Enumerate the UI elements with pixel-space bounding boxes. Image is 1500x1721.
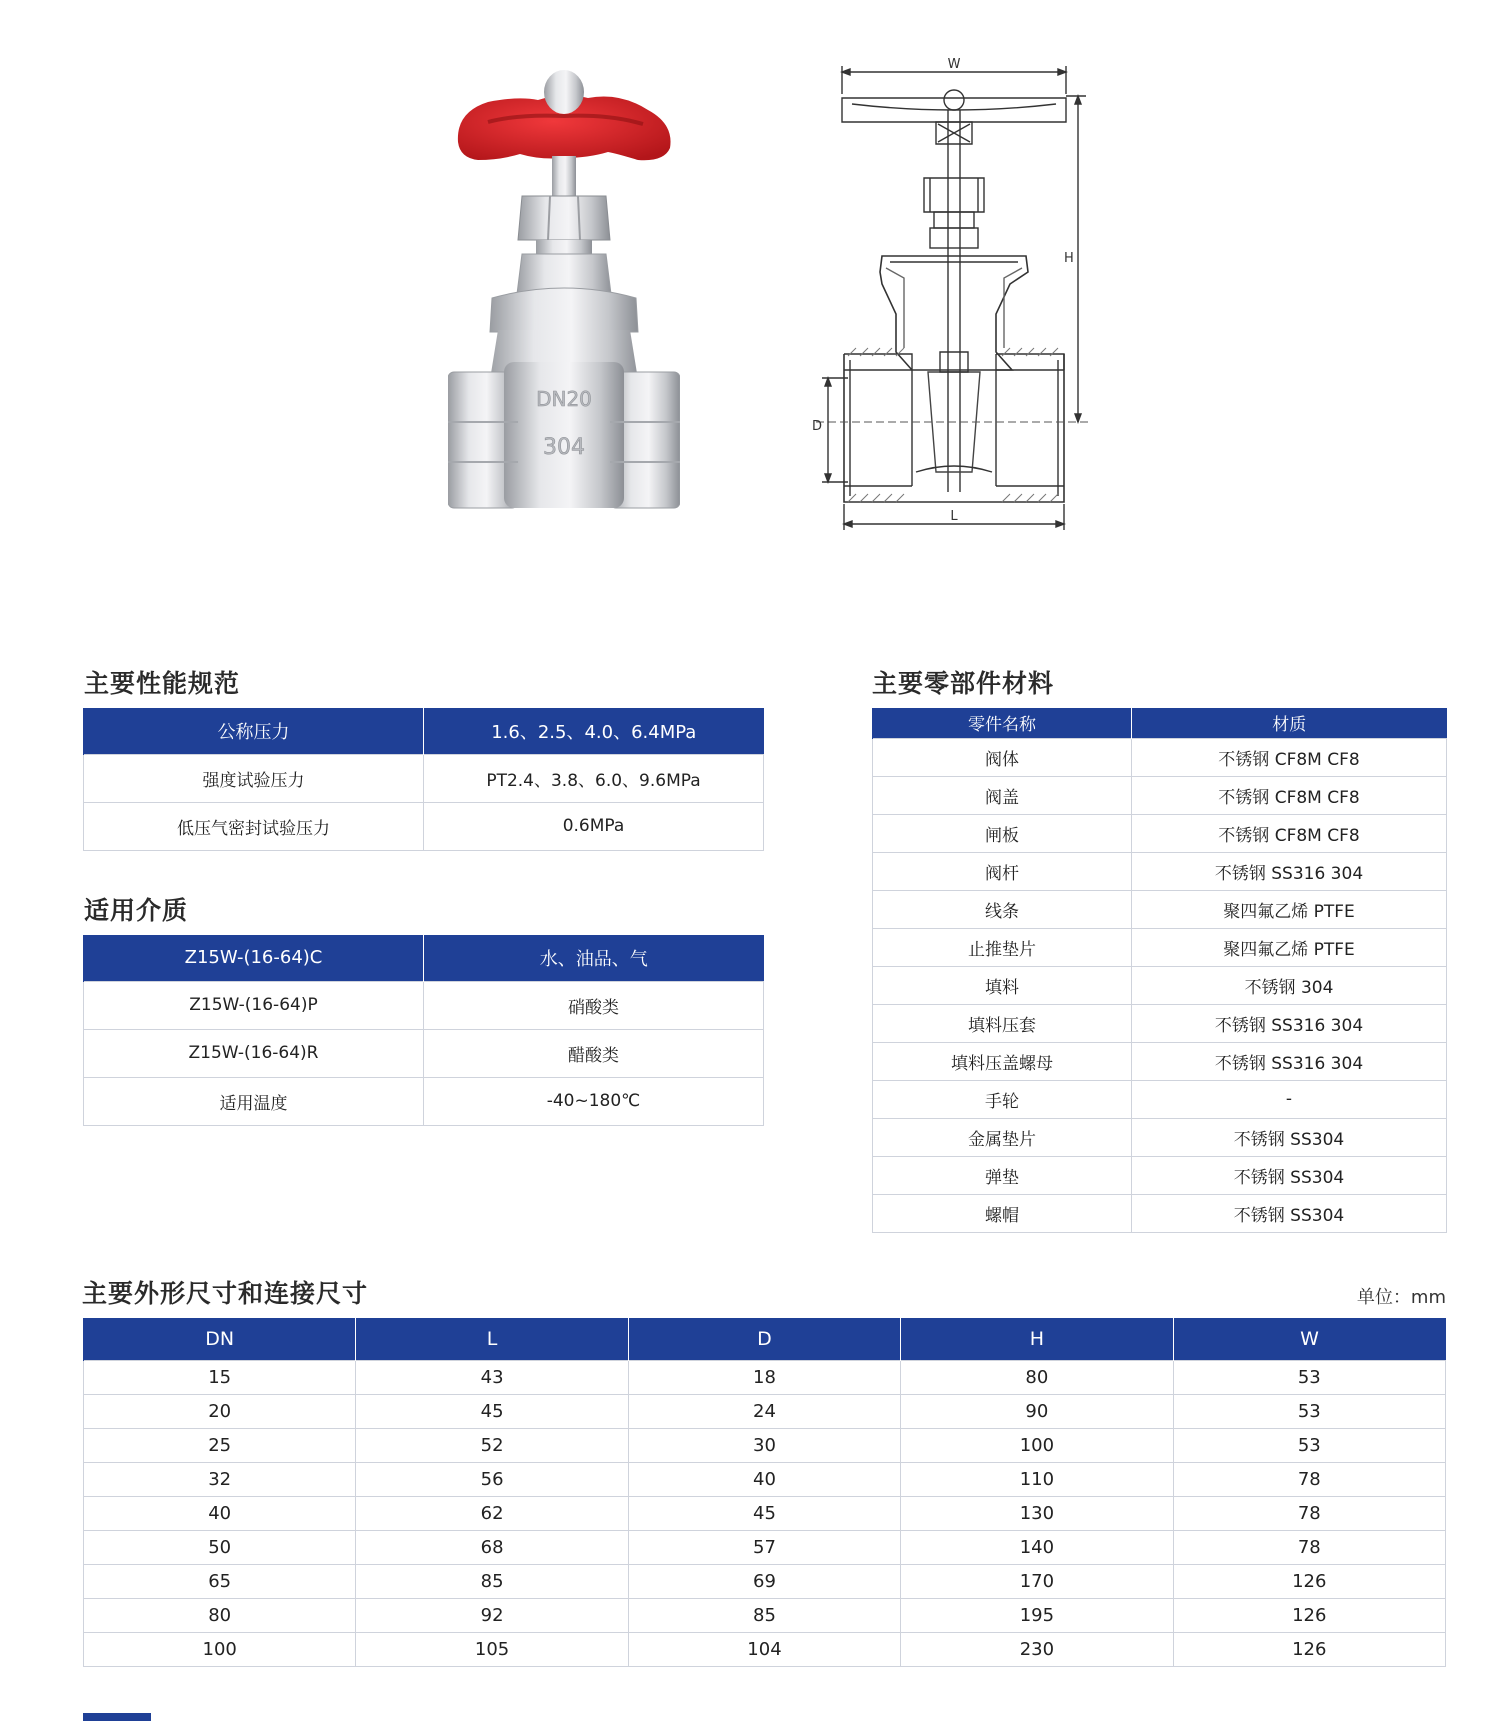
table-cell: 聚四氟乙烯 PTFE bbox=[1132, 928, 1447, 966]
table-cell: 80 bbox=[84, 1598, 356, 1632]
table-row bbox=[873, 928, 1447, 966]
table-row bbox=[873, 814, 1447, 852]
table-cell: 弹垫 bbox=[873, 1156, 1132, 1194]
table-cell: 阀盖 bbox=[873, 776, 1132, 814]
table-cell: Z15W-(16-64)P bbox=[84, 981, 424, 1029]
table-cell: 50 bbox=[84, 1530, 356, 1564]
table-cell: 手轮 bbox=[873, 1080, 1132, 1118]
table-cell: 45 bbox=[628, 1496, 900, 1530]
table-cell: 止推垫片 bbox=[873, 928, 1132, 966]
table-cell: 聚四氟乙烯 PTFE bbox=[1132, 890, 1447, 928]
table-cell: 80 bbox=[901, 1360, 1173, 1394]
table-cell: 69 bbox=[628, 1564, 900, 1598]
table-row bbox=[873, 852, 1447, 890]
table-cell: 0.6MPa bbox=[424, 802, 764, 850]
table-cell: 140 bbox=[901, 1530, 1173, 1564]
performance-table bbox=[83, 708, 764, 851]
table-cell: 不锈钢 CF8M CF8 bbox=[1132, 738, 1447, 776]
table-cell: 填料 bbox=[873, 966, 1132, 1004]
table-row bbox=[873, 1004, 1447, 1042]
table-cell: 56 bbox=[356, 1462, 628, 1496]
label-d: D bbox=[812, 419, 823, 434]
parts-title: 主要零部件材料 bbox=[872, 669, 1055, 698]
table-row bbox=[873, 738, 1447, 776]
table-cell: 92 bbox=[356, 1598, 628, 1632]
table-cell: 30 bbox=[628, 1428, 900, 1462]
header-cell: 1.6、2.5、4.0、6.4MPa bbox=[424, 708, 764, 754]
table-row bbox=[873, 966, 1447, 1004]
table-cell: 85 bbox=[628, 1598, 900, 1632]
header-cell: 水、油品、气 bbox=[424, 935, 764, 981]
table-cell: 闸板 bbox=[873, 814, 1132, 852]
table-row bbox=[84, 802, 764, 850]
table-cell: 126 bbox=[1173, 1564, 1445, 1598]
photo-mark-304: 304 bbox=[543, 435, 585, 460]
table-row bbox=[84, 1496, 1446, 1530]
label-w: W bbox=[947, 57, 961, 72]
table-cell: 40 bbox=[84, 1496, 356, 1530]
table-row bbox=[84, 1462, 1446, 1496]
table-cell: 40 bbox=[628, 1462, 900, 1496]
table-cell: 18 bbox=[628, 1360, 900, 1394]
table-header-row bbox=[84, 935, 764, 981]
table-cell: 130 bbox=[901, 1496, 1173, 1530]
table-cell: 32 bbox=[84, 1462, 356, 1496]
table-cell: 硝酸类 bbox=[424, 981, 764, 1029]
unit-label: 单位：mm bbox=[1356, 1287, 1446, 1308]
table-header-row bbox=[84, 1318, 1446, 1360]
table-row bbox=[84, 1428, 1446, 1462]
table-cell: 78 bbox=[1173, 1530, 1445, 1564]
header-cell: D bbox=[628, 1318, 900, 1360]
table-cell: 53 bbox=[1173, 1360, 1445, 1394]
table-cell: 126 bbox=[1173, 1598, 1445, 1632]
table-cell: 金属垫片 bbox=[873, 1118, 1132, 1156]
header-cell: 材质 bbox=[1132, 708, 1447, 738]
table-cell: 90 bbox=[901, 1394, 1173, 1428]
table-cell: 65 bbox=[84, 1564, 356, 1598]
table-cell: 104 bbox=[628, 1632, 900, 1666]
table-cell: 110 bbox=[901, 1462, 1173, 1496]
table-row bbox=[84, 1394, 1446, 1428]
table-row bbox=[873, 1118, 1447, 1156]
table-row bbox=[873, 1042, 1447, 1080]
header-cell: L bbox=[356, 1318, 628, 1360]
table-cell: Z15W-(16-64)R bbox=[84, 1029, 424, 1077]
table-row bbox=[84, 754, 764, 802]
table-cell: 53 bbox=[1173, 1428, 1445, 1462]
header-cell: H bbox=[901, 1318, 1173, 1360]
table-header-row bbox=[84, 708, 764, 754]
table-cell: 阀体 bbox=[873, 738, 1132, 776]
label-h: H bbox=[1064, 251, 1074, 266]
table-cell: 不锈钢 CF8M CF8 bbox=[1132, 776, 1447, 814]
table-cell: 低压气密封试验压力 bbox=[84, 802, 424, 850]
table-row bbox=[873, 1194, 1447, 1232]
table-cell: 填料压盖螺母 bbox=[873, 1042, 1132, 1080]
table-cell: 15 bbox=[84, 1360, 356, 1394]
media-title: 适用介质 bbox=[84, 896, 189, 925]
table-cell: 195 bbox=[901, 1598, 1173, 1632]
table-row bbox=[84, 1360, 1446, 1394]
table-cell: 不锈钢 SS316 304 bbox=[1132, 1004, 1447, 1042]
table-cell: 53 bbox=[1173, 1394, 1445, 1428]
table-cell: 不锈钢 304 bbox=[1132, 966, 1447, 1004]
table-cell: 不锈钢 SS316 304 bbox=[1132, 852, 1447, 890]
table-cell: 不锈钢 SS316 304 bbox=[1132, 1042, 1447, 1080]
table-cell: 不锈钢 SS304 bbox=[1132, 1118, 1447, 1156]
table-cell: 100 bbox=[84, 1632, 356, 1666]
table-cell: -40~180℃ bbox=[424, 1077, 764, 1125]
table-cell: PT2.4、3.8、6.0、9.6MPa bbox=[424, 754, 764, 802]
table-cell: 105 bbox=[356, 1632, 628, 1666]
header-cell: 公称压力 bbox=[84, 708, 424, 754]
table-cell: 126 bbox=[1173, 1632, 1445, 1666]
table-row bbox=[873, 1080, 1447, 1118]
header-cell: 零件名称 bbox=[873, 708, 1132, 738]
table-cell: 78 bbox=[1173, 1462, 1445, 1496]
table-cell: 强度试验压力 bbox=[84, 754, 424, 802]
performance-title: 主要性能规范 bbox=[84, 669, 241, 698]
table-cell: 24 bbox=[628, 1394, 900, 1428]
photo-mark-dn20: DN20 bbox=[536, 387, 592, 411]
label-l: L bbox=[950, 509, 958, 524]
cross-section-drawing bbox=[800, 52, 1100, 538]
table-cell: 43 bbox=[356, 1360, 628, 1394]
parts-table bbox=[872, 708, 1447, 1233]
header-cell: Z15W-(16-64)C bbox=[84, 935, 424, 981]
table-cell: 醋酸类 bbox=[424, 1029, 764, 1077]
table-cell: 52 bbox=[356, 1428, 628, 1462]
table-cell: 100 bbox=[901, 1428, 1173, 1462]
table-cell: 20 bbox=[84, 1394, 356, 1428]
table-cell: 不锈钢 SS304 bbox=[1132, 1194, 1447, 1232]
media-table bbox=[83, 935, 764, 1126]
footer-accent-bar bbox=[83, 1713, 151, 1721]
table-cell: 230 bbox=[901, 1632, 1173, 1666]
table-row bbox=[84, 1598, 1446, 1632]
table-row bbox=[84, 981, 764, 1029]
table-cell: 阀杆 bbox=[873, 852, 1132, 890]
table-cell: 螺帽 bbox=[873, 1194, 1132, 1232]
table-cell: 25 bbox=[84, 1428, 356, 1462]
table-cell: 45 bbox=[356, 1394, 628, 1428]
table-row bbox=[84, 1077, 764, 1125]
table-cell: 适用温度 bbox=[84, 1077, 424, 1125]
table-cell: 填料压套 bbox=[873, 1004, 1132, 1042]
table-cell: 85 bbox=[356, 1564, 628, 1598]
product-photo bbox=[448, 62, 680, 510]
table-row bbox=[84, 1530, 1446, 1564]
header-cell: W bbox=[1173, 1318, 1445, 1360]
dimensions-title: 主要外形尺寸和连接尺寸 bbox=[82, 1279, 369, 1308]
table-row bbox=[873, 890, 1447, 928]
dimensions-table bbox=[83, 1318, 1446, 1667]
table-cell: 57 bbox=[628, 1530, 900, 1564]
table-row bbox=[84, 1564, 1446, 1598]
table-row bbox=[873, 776, 1447, 814]
table-cell: 62 bbox=[356, 1496, 628, 1530]
table-header-row bbox=[873, 708, 1447, 738]
table-cell: - bbox=[1132, 1080, 1447, 1118]
table-cell: 线条 bbox=[873, 890, 1132, 928]
table-row bbox=[84, 1632, 1446, 1666]
table-row bbox=[873, 1156, 1447, 1194]
table-cell: 170 bbox=[901, 1564, 1173, 1598]
table-row bbox=[84, 1029, 764, 1077]
header-cell: DN bbox=[84, 1318, 356, 1360]
table-cell: 68 bbox=[356, 1530, 628, 1564]
table-cell: 78 bbox=[1173, 1496, 1445, 1530]
table-cell: 不锈钢 CF8M CF8 bbox=[1132, 814, 1447, 852]
table-cell: 不锈钢 SS304 bbox=[1132, 1156, 1447, 1194]
